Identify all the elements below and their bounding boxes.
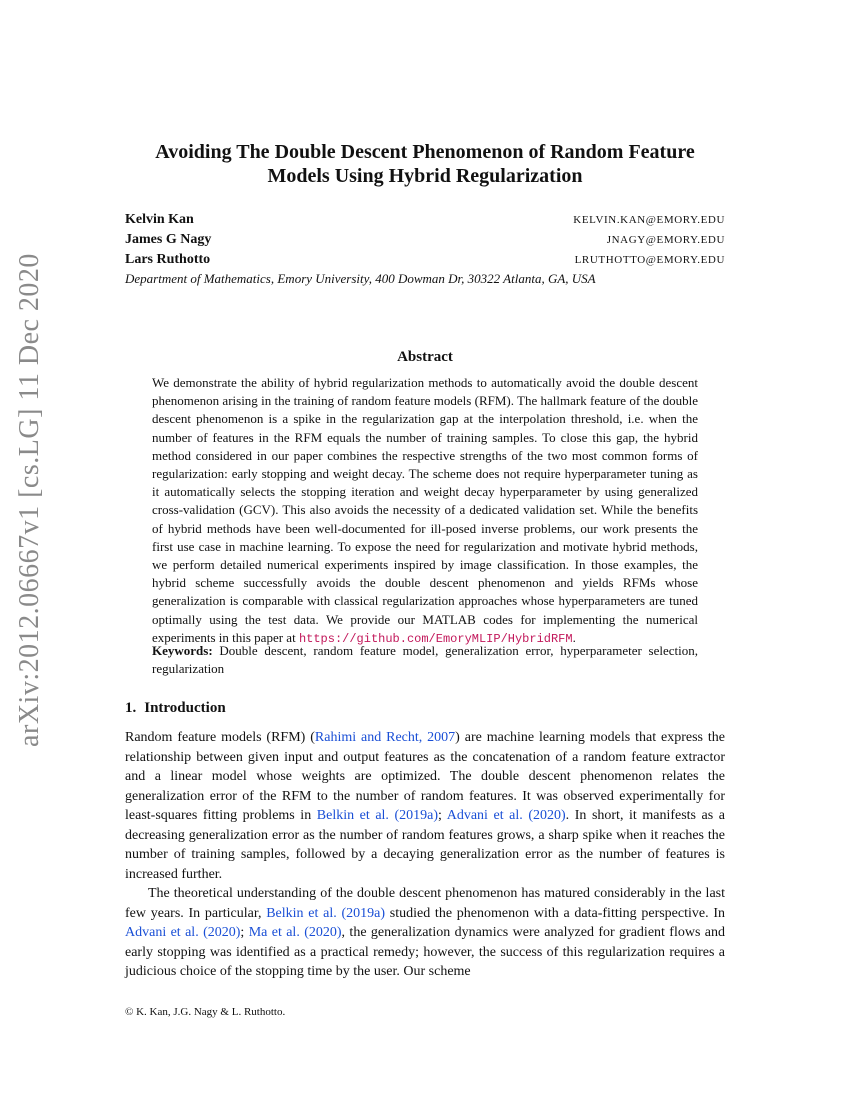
- text-run: ;: [240, 925, 249, 940]
- author-email: LRUTHOTTO@EMORY.EDU: [574, 254, 725, 266]
- paper-title: [125, 140, 725, 188]
- citation-link[interactable]: Advani et al. (2020): [446, 808, 566, 823]
- title-line-1: Avoiding The Double Descent Phenomenon of Random Feature: [155, 141, 695, 163]
- author-row: [125, 252, 725, 272]
- author-email: KELVIN.KAN@EMORY.EDU: [573, 214, 725, 226]
- arxiv-identifier-stamp: [12, 253, 48, 747]
- section-title: Introduction: [144, 700, 226, 716]
- citation-link[interactable]: Belkin et al. (2019a): [316, 808, 439, 823]
- abstract-period: .: [572, 629, 576, 645]
- keywords-text: Double descent, random feature model, generalization error, hyperparameter selection, regularization: [152, 643, 699, 677]
- keywords-label: Keywords:: [152, 643, 213, 658]
- text-run: . In short, it manifests as a decreasing generalization error as the number of random features grows, a sharp spike when it reaches the number of training samples, followed by a decaying generalization error as the number of features is increased further.: [125, 808, 725, 882]
- author-name: James G Nagy: [125, 232, 212, 247]
- introduction-body: [125, 728, 725, 982]
- abstract-heading: Abstract: [397, 349, 453, 365]
- text-run: ;: [438, 808, 447, 823]
- abstract-body: [152, 374, 698, 648]
- author-name: Kelvin Kan: [125, 212, 194, 227]
- keywords: [152, 642, 698, 678]
- text-run: Random feature models (RFM) (: [125, 730, 315, 745]
- section-number: 1.: [125, 700, 137, 716]
- title-line-2: Models Using Hybrid Regularization: [267, 165, 583, 187]
- text-run: studied the phenomenon with a data-fitting perspective. In: [385, 905, 725, 921]
- citation-link[interactable]: Rahimi and Recht, 2007: [314, 730, 456, 745]
- section-heading: [125, 700, 226, 717]
- author-row: [125, 232, 725, 252]
- citation-link[interactable]: Advani et al. (2020): [125, 925, 241, 940]
- author-name: Lars Ruthotto: [125, 252, 211, 267]
- copyright-footer: © K. Kan, J.G. Nagy & L. Ruthotto.: [125, 1006, 286, 1018]
- abstract-text: We demonstrate the ability of hybrid regularization methods to automatically avoid the double descent phenomenon arising in the training of random feature models (RFM). The hallmark feature of the double descent phenomenon is a spike in the regularization gap at the interpolation threshold, i.e. when the number of features in the RFM equals the number of training samples. To close this gap, the hybrid method considered in our paper combines the respective strengths of the two most common forms of regularization: early stopping and weight decay. The scheme does not require hyperparameter tuning as it automatically selects the stopping iteration and weight decay hyperparameter by using generalized cross-validation (GCV). This also avoids the necessity of a dedicated validation set. While the benefits of hybrid methods have been well-documented for ill-posed inverse problems, our work presents the first use case in machine learning. To expose the need for regularization and motivate hybrid methods, we perform detailed numerical experiments inspired by image classification. In those examples, the hybrid scheme successfully avoids the double descent phenomenon and yields RFMs whose generalization is comparable with classical regularization approaches whose hyperparameters are tuned optimally using the test data. We provide our MATLAB codes for implementing the numerical experiments in this paper at: [152, 375, 698, 645]
- affiliation: Department of Mathematics, Emory University, 400 Dowman Dr, 30322 Atlanta, GA, USA: [125, 271, 596, 286]
- code-repository-link[interactable]: https://github.com/EmoryMLIP/HybridRFM: [298, 631, 573, 646]
- text-run: The theoretical understanding of the double descent phenomenon has matured considerably in the last few years. In particular,: [125, 886, 725, 921]
- author-row: [125, 212, 725, 232]
- arxiv-id-text: arXiv:2012.06667v1 [cs.LG] 11 Dec 2020: [14, 253, 45, 747]
- citation-link[interactable]: Ma et al. (2020): [248, 925, 342, 940]
- text-run: ) are machine learning models that express the relationship between given input and output features as the concatenation of a random feature extractor and a linear model whose weights are optimized. The double descent phenomenon relates the generalization error of the RFM to the number of random features. It was observed experimentally for least-squares fitting problems in: [125, 730, 726, 823]
- intro-paragraph: [125, 728, 725, 884]
- text-run: , the generalization dynamics were analyzed for gradient flows and early stopping was identified as a practical remedy; however, the success of this regularization requires a judicious choice of the stopping time by the user. Our scheme: [125, 925, 726, 979]
- citation-link[interactable]: Belkin et al. (2019a): [266, 905, 386, 921]
- intro-paragraph: [125, 884, 725, 982]
- author-email: JNAGY@EMORY.EDU: [606, 234, 725, 246]
